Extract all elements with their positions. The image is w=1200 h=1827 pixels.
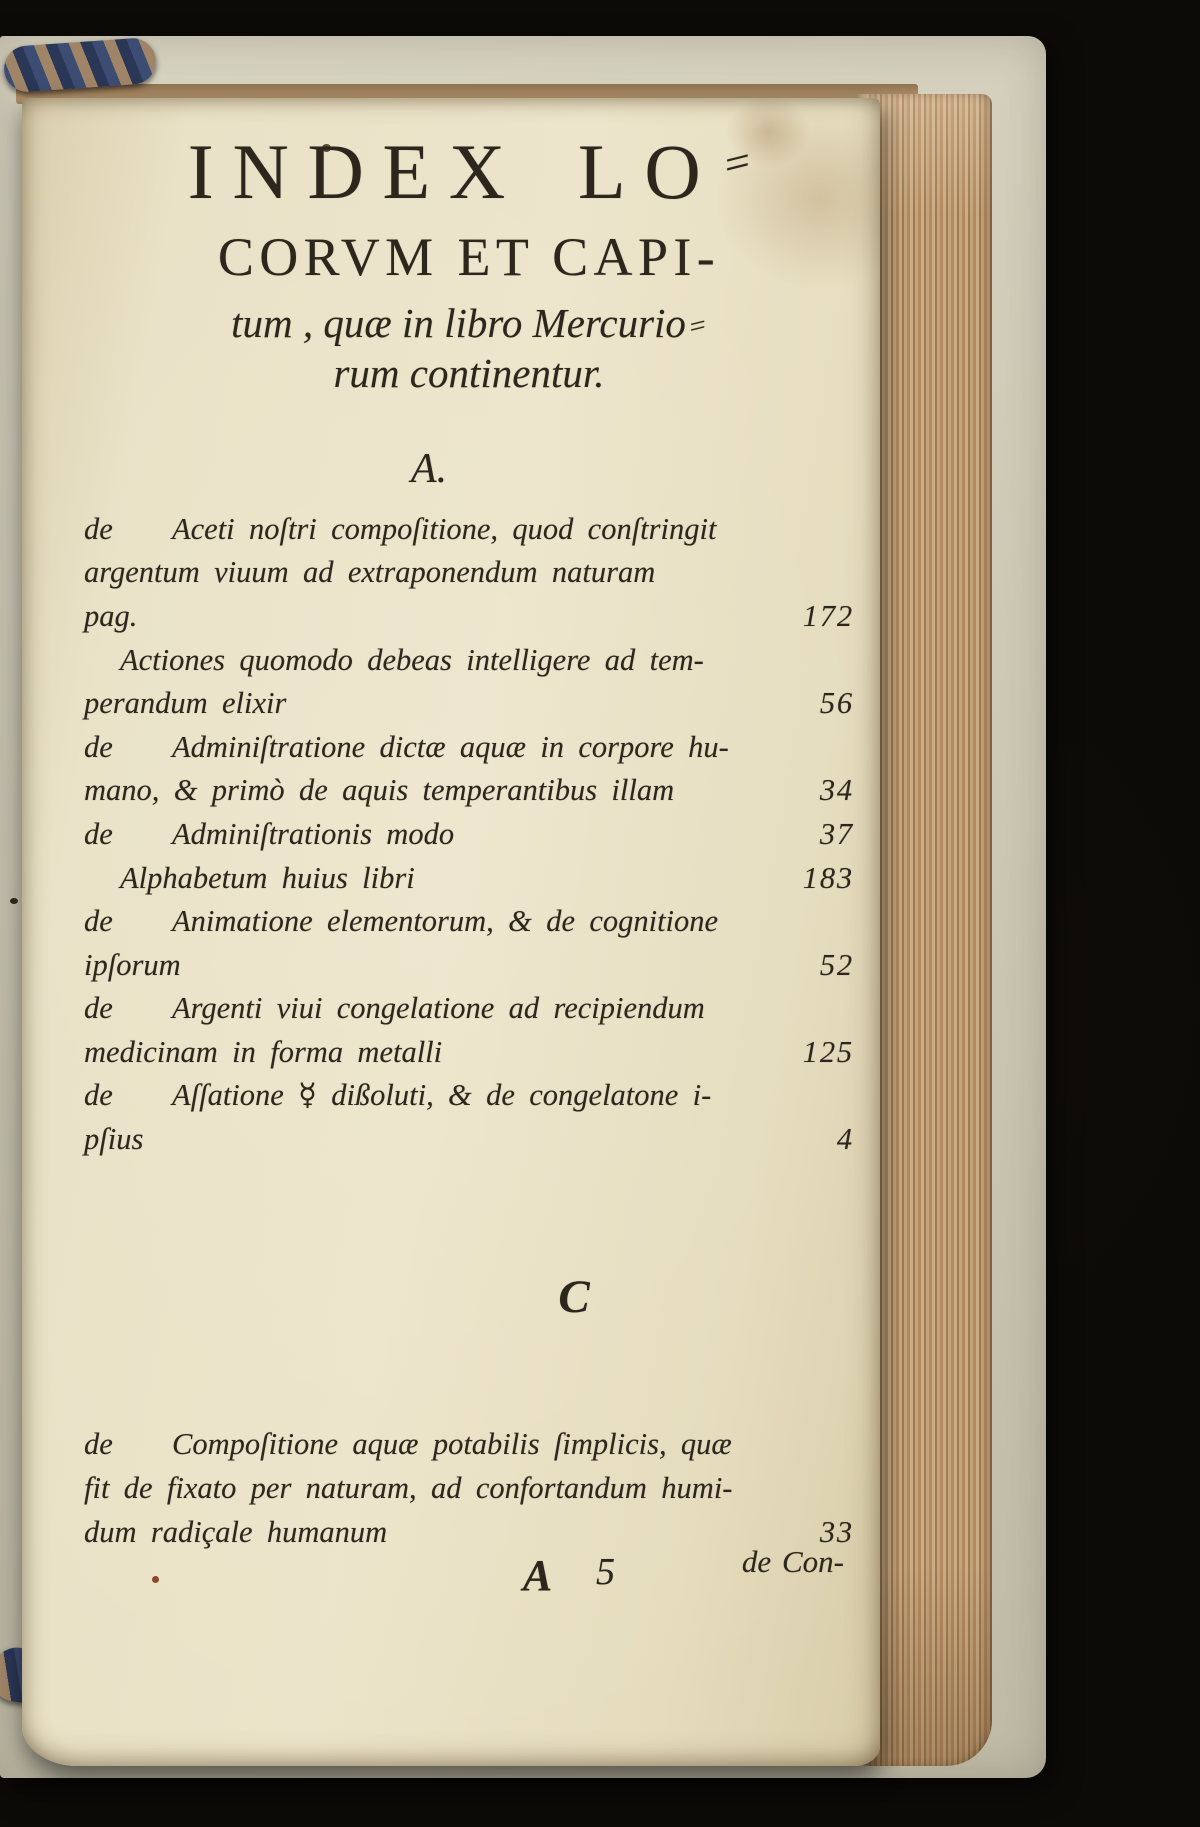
index-entry-line	[84, 726, 854, 770]
entry-title: Aceti noſtri compoſitione, quod conſtringit	[172, 511, 717, 546]
section-heading-a: A.	[410, 445, 448, 492]
index-entry-line	[84, 987, 854, 1031]
entry-page-number: 183	[802, 860, 854, 895]
entry-title: Argenti viui congelatione ad recipiendum	[172, 991, 705, 1026]
entry-prefix: de	[84, 991, 113, 1026]
title-word-index: INDEX	[187, 128, 524, 215]
subtitle-line2: rum continentur.	[333, 349, 605, 396]
index-entry-line	[84, 900, 854, 944]
index-list-c	[84, 1423, 854, 1554]
index-entry-line	[84, 1031, 854, 1075]
entry-page-number: 4	[836, 1122, 854, 1157]
entry-title: argentum viuum ad extraponendum naturam	[84, 555, 656, 590]
signature-mark: A	[522, 1551, 553, 1601]
signature-row	[84, 1544, 854, 1614]
entry-title: medicinam in forma metalli	[84, 1034, 443, 1069]
page-title	[84, 128, 854, 215]
index-list-a	[84, 508, 854, 1162]
index-entry-line	[84, 1467, 854, 1511]
index-entry-line	[84, 769, 854, 813]
double-hyphen: =	[687, 308, 707, 344]
entry-page-number: 172	[802, 598, 854, 633]
entry-title: fit de fixato per naturam, ad confortandum humi-	[84, 1470, 733, 1505]
catchword: de Con-	[741, 1544, 844, 1580]
entry-title: ipſorum	[84, 947, 181, 982]
index-entry-line	[84, 944, 854, 988]
entry-page-number: 34	[819, 773, 854, 808]
page-content	[84, 124, 854, 1766]
entry-prefix: de	[84, 511, 113, 546]
ink-speck	[10, 898, 18, 904]
entry-title: Actiones quomodo debeas intelligere ad tem-	[120, 642, 704, 677]
entry-page-number: 125	[802, 1034, 854, 1069]
entry-title: Adminiſtratione dictæ aquæ in corpore hu-	[172, 729, 729, 764]
entry-prefix: de	[84, 816, 113, 851]
index-entry-line	[84, 1118, 854, 1162]
signature-number: 5	[596, 1551, 616, 1594]
book-page	[22, 98, 880, 1766]
entry-title: Aſſatione ☿ dißoluti, & de congelatone i-	[172, 1078, 712, 1113]
index-entry-line	[84, 508, 854, 552]
index-entry-line	[84, 1511, 854, 1555]
entry-page-number: 37	[819, 816, 854, 851]
entry-prefix: de	[84, 1427, 113, 1462]
entry-title: Animatione elementorum, & de cognitione	[172, 904, 719, 939]
entry-page-number: 33	[819, 1514, 854, 1549]
entry-title: Adminiſtrationis modo	[172, 816, 455, 851]
entry-page-number: 52	[819, 947, 854, 982]
entry-page-number: 56	[819, 686, 854, 721]
index-entry-line	[84, 813, 854, 857]
subtitle-line1: tum , quæ in libro Mercurio=	[231, 299, 707, 346]
index-entry-line	[84, 595, 854, 639]
entry-title: Compoſitione aquæ potabilis ſimplicis, quæ	[172, 1427, 732, 1462]
entry-prefix: de	[84, 729, 113, 764]
index-entry-line	[84, 1423, 854, 1467]
entry-title: perandum elixir	[84, 686, 287, 721]
entry-title: mano, & primò de aquis temperantibus illam	[84, 773, 675, 808]
index-entry-line	[84, 857, 854, 901]
entry-prefix: de	[84, 904, 113, 939]
entry-title: pag.	[84, 598, 138, 633]
section-heading-c: C	[558, 1270, 590, 1323]
index-entry-line	[84, 551, 854, 595]
index-entry-line	[84, 682, 854, 726]
index-entry-line	[84, 1074, 854, 1118]
entry-prefix: de	[84, 1078, 113, 1113]
index-entry-line	[84, 639, 854, 683]
entry-title: Alphabetum huius libri	[120, 860, 415, 895]
entry-title: dum radiçale humanum	[84, 1514, 388, 1549]
entry-title: pſius	[84, 1122, 144, 1157]
title-word-lo: LO =	[577, 128, 751, 215]
page-title-line2: CORVM ET CAPI-	[217, 226, 721, 287]
double-hyphen: =	[725, 135, 751, 191]
